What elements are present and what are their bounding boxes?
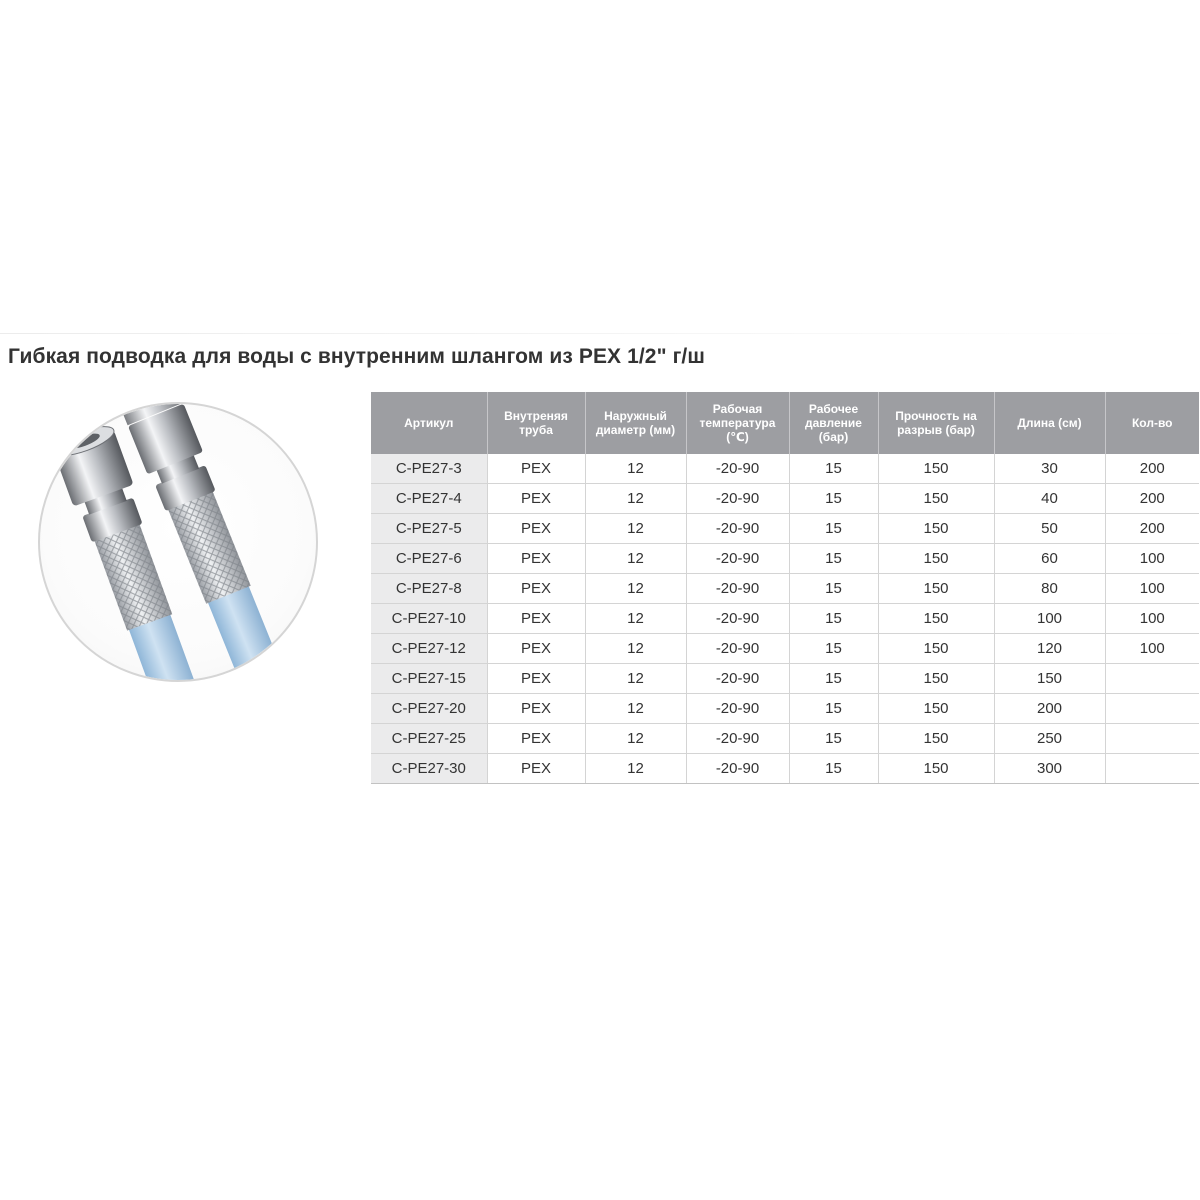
cell-working-pressure: 15 [789,724,878,754]
cell-burst-strength: 150 [878,454,994,484]
table-row [371,454,1199,484]
cell-inner-pipe: PEX [487,724,585,754]
table-row [371,484,1199,514]
cell-burst-strength: 150 [878,634,994,664]
cell-quantity: 200 [1105,454,1199,484]
header-working-pressure: Рабочее давление (бар) [789,392,878,454]
cell-inner-pipe: PEX [487,544,585,574]
table-row [371,694,1199,724]
cell-burst-strength: 150 [878,604,994,634]
cell-working-pressure: 15 [789,694,878,724]
table-body [371,454,1199,784]
cell-outer-diameter: 12 [585,454,686,484]
cell-outer-diameter: 12 [585,724,686,754]
cell-article: C-PE27-30 [371,754,487,784]
cell-working-pressure: 15 [789,574,878,604]
cell-length: 50 [994,514,1105,544]
cell-length: 120 [994,634,1105,664]
table-row [371,574,1199,604]
specifications-table [371,392,1199,784]
cell-quantity [1105,664,1199,694]
cell-quantity [1105,694,1199,724]
cell-working-pressure: 15 [789,454,878,484]
cell-burst-strength: 150 [878,514,994,544]
header-working-temperature: Рабочая температура (℃) [686,392,789,454]
cell-length: 60 [994,544,1105,574]
cell-inner-pipe: PEX [487,454,585,484]
cell-length: 100 [994,604,1105,634]
cell-quantity [1105,724,1199,754]
cell-working-temperature: -20-90 [686,514,789,544]
cell-article: C-PE27-12 [371,634,487,664]
header-length: Длина (см) [994,392,1105,454]
cell-outer-diameter: 12 [585,574,686,604]
cell-outer-diameter: 12 [585,694,686,724]
cell-working-pressure: 15 [789,514,878,544]
cell-length: 40 [994,484,1105,514]
product-photo [38,402,318,682]
page-title: Гибкая подводка для воды с внутренним шлангом из PEX 1/2" г/ш [8,345,705,368]
cell-quantity [1105,754,1199,784]
cell-outer-diameter: 12 [585,754,686,784]
cell-inner-pipe: PEX [487,664,585,694]
cell-burst-strength: 150 [878,544,994,574]
cell-length: 80 [994,574,1105,604]
cell-inner-pipe: PEX [487,484,585,514]
cell-burst-strength: 150 [878,754,994,784]
cell-inner-pipe: PEX [487,694,585,724]
cell-quantity: 200 [1105,484,1199,514]
cell-working-pressure: 15 [789,754,878,784]
cell-article: C-PE27-4 [371,484,487,514]
table-row [371,514,1199,544]
cell-working-temperature: -20-90 [686,754,789,784]
table-row [371,634,1199,664]
cell-quantity: 100 [1105,574,1199,604]
cell-length: 250 [994,724,1105,754]
cell-outer-diameter: 12 [585,484,686,514]
cell-article: C-PE27-6 [371,544,487,574]
cell-article: C-PE27-8 [371,574,487,604]
cell-working-pressure: 15 [789,634,878,664]
cell-working-temperature: -20-90 [686,604,789,634]
cell-article: C-PE27-15 [371,664,487,694]
cell-outer-diameter: 12 [585,604,686,634]
cell-working-temperature: -20-90 [686,574,789,604]
cell-length: 30 [994,454,1105,484]
braided-hose-photo-icon [40,404,316,680]
cell-burst-strength: 150 [878,694,994,724]
table-row [371,604,1199,634]
header-article: Артикул [371,392,487,454]
table-row [371,664,1199,694]
cell-quantity: 100 [1105,544,1199,574]
table-header-row [371,392,1199,454]
cell-burst-strength: 150 [878,574,994,604]
cell-burst-strength: 150 [878,724,994,754]
cell-outer-diameter: 12 [585,544,686,574]
cell-article: C-PE27-20 [371,694,487,724]
cell-length: 150 [994,664,1105,694]
header-inner-pipe: Внутреняя труба [487,392,585,454]
cell-working-pressure: 15 [789,484,878,514]
cell-inner-pipe: PEX [487,634,585,664]
cell-outer-diameter: 12 [585,514,686,544]
header-burst-strength: Прочность на разрыв (бар) [878,392,994,454]
cell-article: C-PE27-3 [371,454,487,484]
cell-quantity: 100 [1105,604,1199,634]
cell-working-temperature: -20-90 [686,694,789,724]
cell-length: 200 [994,694,1105,724]
cell-outer-diameter: 12 [585,634,686,664]
cell-working-pressure: 15 [789,544,878,574]
cell-article: C-PE27-25 [371,724,487,754]
table-row [371,724,1199,754]
cell-inner-pipe: PEX [487,754,585,784]
table-row [371,544,1199,574]
cell-burst-strength: 150 [878,484,994,514]
cell-working-temperature: -20-90 [686,544,789,574]
cell-quantity: 200 [1105,514,1199,544]
cell-working-temperature: -20-90 [686,484,789,514]
top-divider [0,333,1200,334]
cell-outer-diameter: 12 [585,664,686,694]
cell-inner-pipe: PEX [487,604,585,634]
cell-working-pressure: 15 [789,604,878,634]
cell-working-temperature: -20-90 [686,634,789,664]
cell-quantity: 100 [1105,634,1199,664]
cell-burst-strength: 150 [878,664,994,694]
cell-working-pressure: 15 [789,664,878,694]
cell-inner-pipe: PEX [487,514,585,544]
header-quantity: Кол-во [1105,392,1199,454]
table-row [371,754,1199,784]
cell-working-temperature: -20-90 [686,454,789,484]
header-outer-diameter: Наружный диаметр (мм) [585,392,686,454]
cell-length: 300 [994,754,1105,784]
cell-inner-pipe: PEX [487,574,585,604]
cell-working-temperature: -20-90 [686,664,789,694]
cell-article: C-PE27-5 [371,514,487,544]
cell-working-temperature: -20-90 [686,724,789,754]
cell-article: C-PE27-10 [371,604,487,634]
